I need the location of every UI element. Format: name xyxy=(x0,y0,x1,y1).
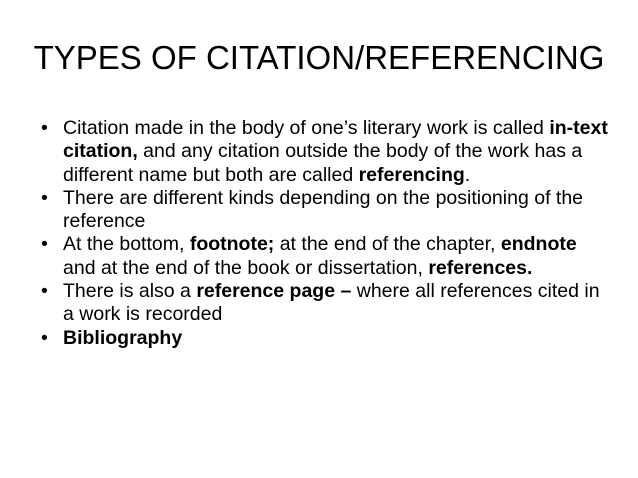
bullet-dot-icon: • xyxy=(41,280,48,303)
bullet-dot-icon: • xyxy=(41,117,48,139)
bold-term: references. xyxy=(428,256,533,279)
bold-term: in-text citation, xyxy=(63,117,608,163)
bullet-item xyxy=(40,117,610,187)
text-run: and at the end of the book or dissertation, xyxy=(63,256,429,279)
slide-title: TYPES OF CITATION/REFERENCING xyxy=(33,39,605,76)
bullet-dot-icon: • xyxy=(41,233,48,256)
bullet-item xyxy=(40,280,610,327)
bold-term: endnote xyxy=(500,233,577,256)
bullet-dot-icon: • xyxy=(41,326,48,349)
bold-term: referencing xyxy=(358,163,465,186)
bullet-text xyxy=(63,117,608,186)
text-run: where all references cited in a work is recorded xyxy=(63,280,600,326)
text-run: . xyxy=(464,163,471,186)
bold-term: reference page – xyxy=(196,280,352,303)
bullet-list xyxy=(40,117,610,350)
bullet-text xyxy=(63,327,182,349)
bullet-text xyxy=(63,280,600,325)
bullet-item xyxy=(40,187,610,234)
bold-term: footnote; xyxy=(189,233,275,256)
bullet-text xyxy=(63,187,583,232)
bullet-dot-icon: • xyxy=(41,186,48,209)
text-run: There is also a xyxy=(63,280,197,303)
bullet-text xyxy=(63,233,577,278)
bullet-item xyxy=(40,327,610,350)
text-run: There are different kinds depending on the positioning of the reference xyxy=(63,186,584,233)
text-run: Citation made in the body of one’s literary work is called xyxy=(63,117,550,139)
bold-term: Bibliography xyxy=(63,326,183,349)
bullet-item xyxy=(40,233,610,280)
text-run: and any citation outside the body of the work has a different name but both are called xyxy=(63,140,583,186)
text-run: At the bottom, xyxy=(63,233,190,256)
text-run: at the end of the chapter, xyxy=(274,233,501,256)
